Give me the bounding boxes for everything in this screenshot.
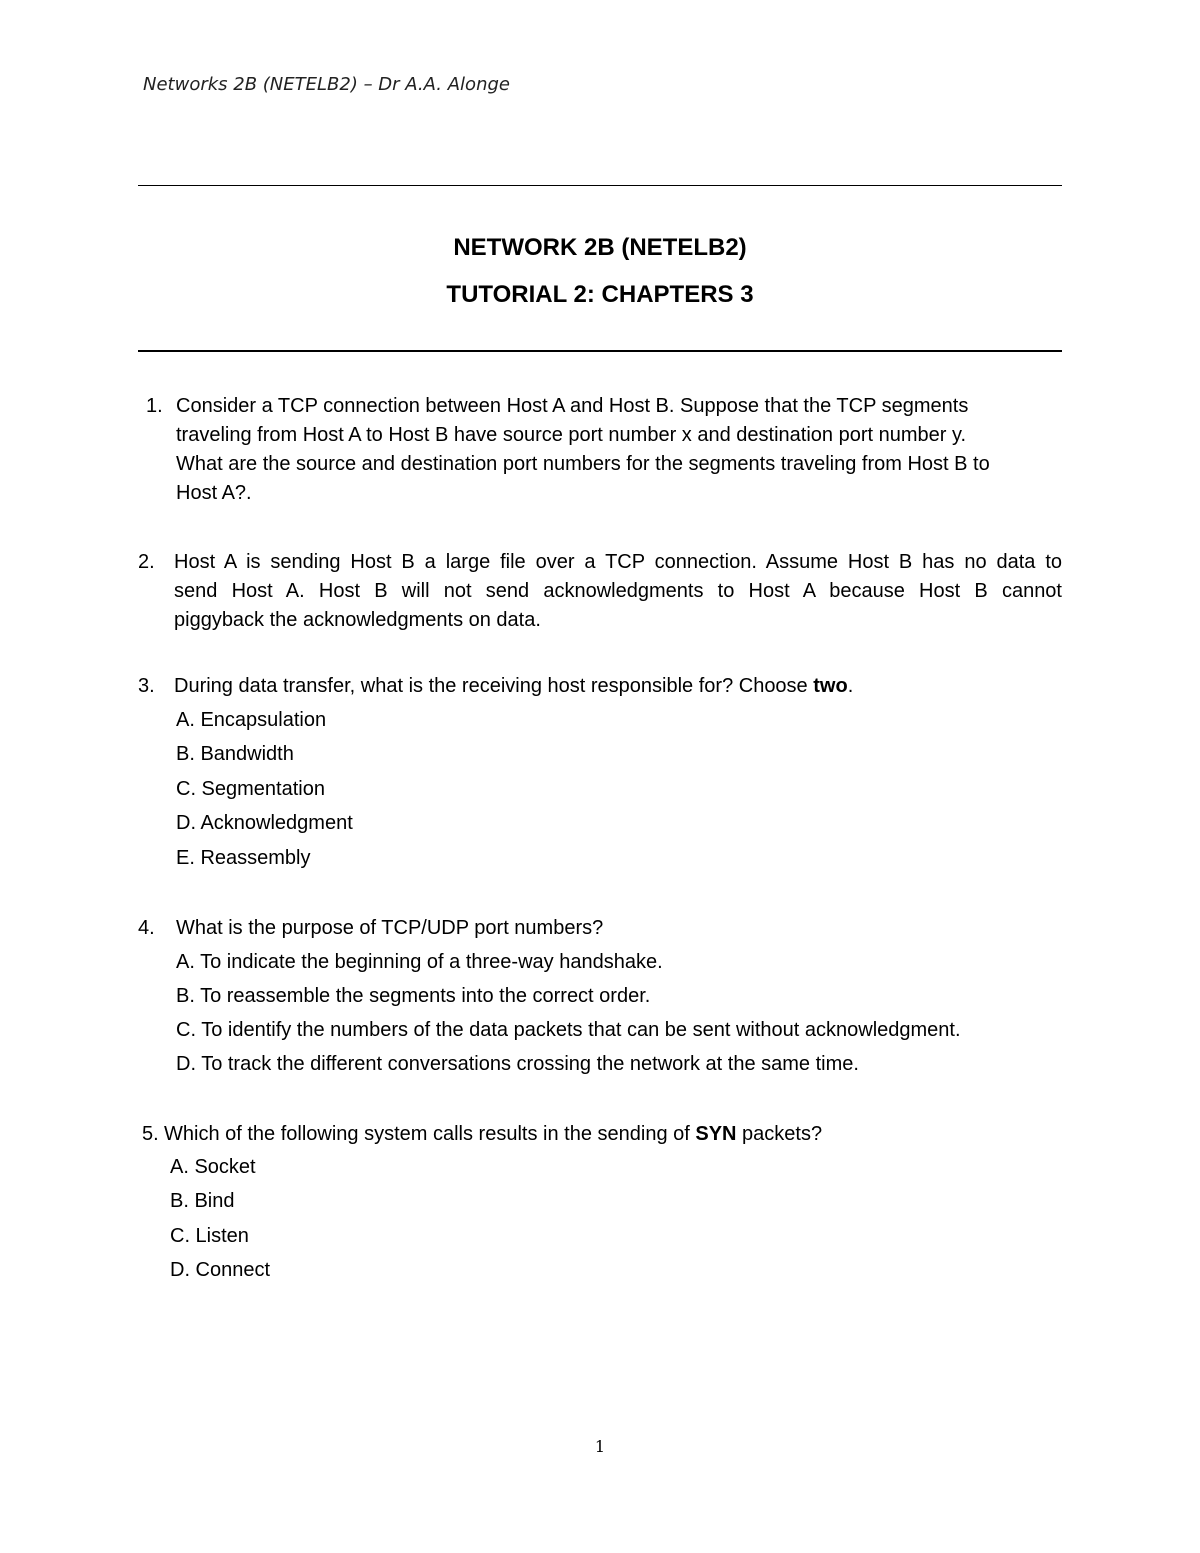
option: E. Reassembly — [176, 847, 311, 869]
question-number: 3. — [138, 675, 155, 697]
question-number: 2. — [138, 551, 155, 573]
top-rule — [138, 185, 1062, 186]
question-text — [164, 1120, 1062, 1149]
question-number: 1. — [146, 395, 163, 417]
question-line: Host A?. — [176, 482, 252, 504]
bottom-rule — [138, 350, 1062, 352]
option: B. Bind — [170, 1190, 235, 1212]
option: D. Connect — [170, 1259, 271, 1281]
option: D. To track the different conversations crossing the network at the same time. — [176, 1053, 859, 1075]
question-1 — [138, 392, 1062, 512]
option: A. Encapsulation — [176, 709, 327, 731]
question-text — [174, 672, 1062, 701]
question-text — [176, 392, 1062, 508]
option: C. Segmentation — [176, 778, 325, 800]
question-5 — [138, 1120, 1062, 1150]
running-header: Networks 2B (NETELB2) – Dr A.A. Alonge — [143, 74, 510, 95]
question-text — [174, 548, 1062, 635]
question-3 — [138, 672, 1062, 702]
option: C. To identify the numbers of the data packets that can be sent without acknowledgment. — [176, 1019, 961, 1041]
question-text-before: During data transfer, what is the receiving host responsible for? Choose — [174, 675, 814, 697]
option: A. To indicate the beginning of a three-way handshake. — [176, 951, 663, 973]
question-text-before: Which of the following system calls results in the sending of — [164, 1123, 696, 1145]
question-number: 4. — [138, 917, 155, 939]
question-line: Host A is sending Host B a large file over a TCP connection. Assume Host B has no data to — [174, 551, 1062, 573]
option: A. Socket — [170, 1156, 256, 1178]
page-number: 1 — [594, 1437, 606, 1456]
question-line: What are the source and destination port numbers for the segments traveling from Host B to — [176, 453, 990, 475]
option: D. Acknowledgment — [176, 812, 353, 834]
option: B. Bandwidth — [176, 743, 294, 765]
question-emphasis: two — [813, 675, 848, 697]
question-emphasis: SYN — [695, 1123, 737, 1145]
question-number: 5. — [142, 1123, 159, 1145]
document-title-line2: TUTORIAL 2: CHAPTERS 3 — [446, 281, 754, 308]
option: B. To reassemble the segments into the correct order. — [176, 985, 651, 1007]
question-line: send Host A. Host B will not send acknowledgments to Host A because Host B cannot — [174, 580, 1062, 602]
question-4 — [138, 914, 1062, 944]
question-text-after: . — [847, 675, 854, 697]
question-text: What is the purpose of TCP/UDP port numbers? — [176, 917, 604, 939]
question-line: piggyback the acknowledgments on data. — [174, 609, 541, 631]
question-line: Consider a TCP connection between Host A and Host B. Suppose that the TCP segments — [176, 395, 969, 417]
question-2 — [138, 548, 1062, 638]
question-line: traveling from Host A to Host B have source port number x and destination port number y. — [176, 424, 967, 446]
question-text-after: packets? — [736, 1123, 823, 1145]
option: C. Listen — [170, 1225, 249, 1247]
document-title-line1: NETWORK 2B (NETELB2) — [453, 234, 747, 261]
